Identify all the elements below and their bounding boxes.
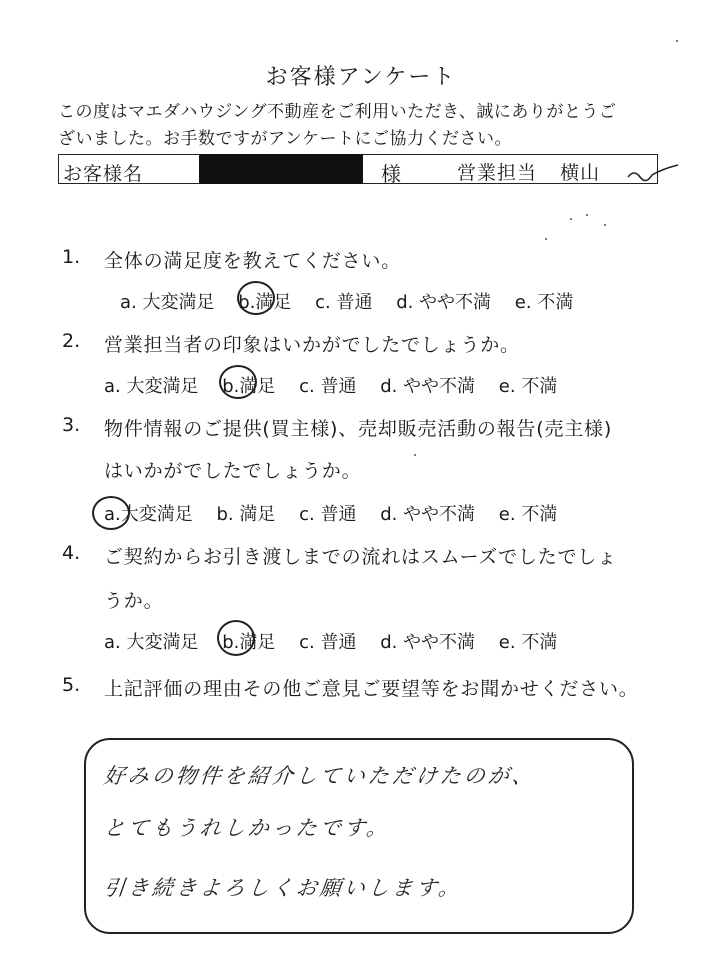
q1-selected-circle [237, 281, 275, 315]
q4-option-c[interactable]: c. 普通 [299, 632, 357, 653]
redacted-name-block [199, 154, 363, 184]
scan-speck [570, 218, 572, 220]
q2-selected-circle [219, 365, 257, 399]
question-5-number: 5. [62, 674, 81, 696]
question-3-text-line-2: はいかがでしたでしょうか。 [104, 460, 362, 482]
scan-speck [604, 224, 606, 226]
question-1-number: 1. [62, 246, 81, 268]
q2-option-a[interactable]: a. 大変満足 [104, 376, 199, 397]
intro-line-2: ざいました。お手数ですがアンケートにご協力ください。 [58, 129, 512, 149]
question-1-text: 全体の満足度を教えてください。 [104, 250, 402, 272]
question-4-number: 4. [62, 542, 81, 564]
q1-option-a[interactable]: a. 大変満足 [120, 292, 215, 313]
comment-line-3: 引き続きよろしくお願いします。 [102, 876, 464, 900]
sales-rep-name: 横山 [560, 162, 601, 184]
scan-speck [676, 40, 678, 42]
customer-name-box [58, 154, 658, 184]
q3-option-c[interactable]: c. 普通 [299, 504, 357, 525]
sales-rep-stamp-squiggle [624, 163, 684, 183]
question-4-options [104, 628, 575, 654]
q2-option-e[interactable]: e. 不満 [498, 376, 558, 397]
q2-option-d[interactable]: d. やや不満 [380, 376, 476, 397]
q3-selected-circle [92, 496, 130, 530]
scan-speck [586, 214, 588, 216]
question-3-text-line-1: 物件情報のご提供(買主様)、売却販売活動の報告(売主様) [104, 418, 613, 440]
scan-speck [545, 238, 547, 240]
comment-line-2: とてもうれしかったです。 [102, 816, 392, 840]
customer-name-label: お客様名 [63, 163, 144, 185]
survey-title: お客様アンケート [265, 65, 457, 90]
question-2-options [104, 372, 575, 398]
q4-option-a[interactable]: a. 大変満足 [104, 632, 199, 653]
comment-line-1: 好みの物件を紹介していただけたのが、 [102, 764, 538, 788]
q3-option-b[interactable]: b. 満足 [216, 504, 276, 525]
sales-rep [457, 158, 600, 185]
q2-option-c[interactable]: c. 普通 [299, 376, 357, 397]
q3-option-a[interactable]: a.大変満足 [104, 504, 193, 525]
q2-option-b[interactable]: b.満足 [222, 376, 276, 397]
question-4-text-line-2: うか。 [104, 590, 164, 612]
question-3-options [104, 500, 575, 526]
question-1-options [120, 288, 591, 314]
question-2-number: 2. [62, 330, 81, 352]
q1-option-c[interactable]: c. 普通 [315, 292, 373, 313]
customer-honorific: 様 [381, 162, 401, 186]
intro-line-1: この度はマエダハウジング不動産をご利用いただき、誠にありがとうご [58, 102, 617, 122]
q1-option-e[interactable]: e. 不満 [514, 292, 574, 313]
sales-rep-label: 営業担当 [457, 162, 538, 184]
q4-option-b[interactable]: b.満足 [222, 632, 276, 653]
q1-option-b[interactable]: b.満足 [238, 292, 292, 313]
question-5-text: 上記評価の理由その他ご意見ご要望等をお聞かせください。 [104, 678, 639, 700]
question-3-number: 3. [62, 414, 81, 436]
q4-selected-circle [217, 620, 255, 656]
q4-option-e[interactable]: e. 不満 [498, 632, 558, 653]
question-4-text-line-1: ご契約からお引き渡しまでの流れはスムーズでしたでしょ [104, 546, 617, 568]
q1-option-d[interactable]: d. やや不満 [396, 292, 492, 313]
q4-option-d[interactable]: d. やや不満 [380, 632, 476, 653]
q3-option-e[interactable]: e. 不満 [498, 504, 558, 525]
q3-option-d[interactable]: d. やや不満 [380, 504, 476, 525]
question-2-text: 営業担当者の印象はいかがでしたでしょうか。 [104, 334, 520, 356]
scan-speck [414, 454, 416, 456]
